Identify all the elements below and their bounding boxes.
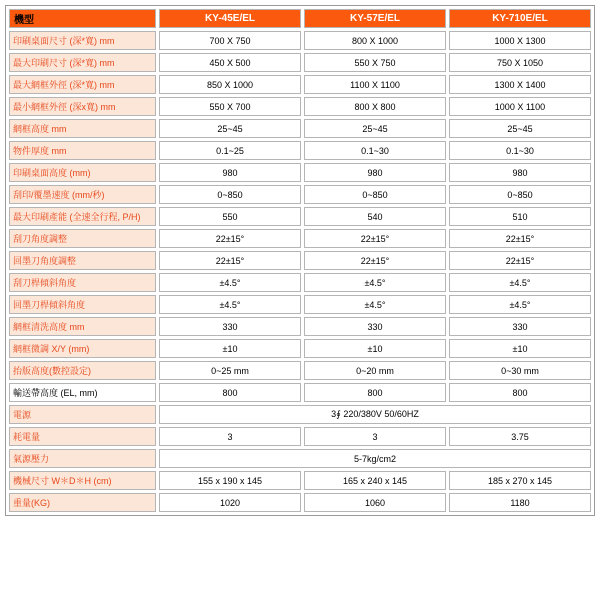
- row-label: 印刷桌面高度 (mm): [9, 163, 156, 182]
- value-ky710: ±4.5°: [449, 295, 591, 314]
- spec-row-max-frame-size: [9, 75, 591, 94]
- value-ky45: 22±15°: [159, 251, 301, 270]
- value-ky57: ±10: [304, 339, 446, 358]
- value-ky45: 450 X 500: [159, 53, 301, 72]
- row-label: 最大網框外徑 (深*寬) mm: [9, 75, 156, 94]
- row-label: 刮印/覆墨速度 (mm/秒): [9, 185, 156, 204]
- spec-row-squeegee-tilt: [9, 273, 591, 292]
- value-ky710: 0.1~30: [449, 141, 591, 160]
- value-ky710: 800: [449, 383, 591, 402]
- model-header-ky57: KY-57E/EL: [304, 9, 446, 28]
- value-ky710: 330: [449, 317, 591, 336]
- model-header-ky710: KY-710E/EL: [449, 9, 591, 28]
- spec-row-flood-tilt: [9, 295, 591, 314]
- value-ky45: 550: [159, 207, 301, 226]
- value-ky57: 165 x 240 x 145: [304, 471, 446, 490]
- value-ky710: 1180: [449, 493, 591, 512]
- value-ky57: 540: [304, 207, 446, 226]
- row-label: 抬版高度(數控設定): [9, 361, 156, 380]
- value-ky57: 22±15°: [304, 229, 446, 248]
- value-ky45: 155 x 190 x 145: [159, 471, 301, 490]
- row-label: 最大印刷尺寸 (深*寬) mm: [9, 53, 156, 72]
- spec-row-table-height: [9, 163, 591, 182]
- row-label: 耗電量: [9, 427, 156, 446]
- header-row: [9, 9, 591, 28]
- row-label: 最小網框外徑 (深x寬) mm: [9, 97, 156, 116]
- value-ky710: 3.75: [449, 427, 591, 446]
- value-ky45: 330: [159, 317, 301, 336]
- spec-row-min-frame-size: [9, 97, 591, 116]
- value-ky45: 1020: [159, 493, 301, 512]
- row-label: 重量(KG): [9, 493, 156, 512]
- value-ky45: 0~850: [159, 185, 301, 204]
- value-ky45: 22±15°: [159, 229, 301, 248]
- value-ky45: 25~45: [159, 119, 301, 138]
- value-ky710: 25~45: [449, 119, 591, 138]
- value-ky710: 750 X 1050: [449, 53, 591, 72]
- value-ky57: 800 X 1000: [304, 31, 446, 50]
- value-ky710: 1000 X 1100: [449, 97, 591, 116]
- value-ky710: ±10: [449, 339, 591, 358]
- value-ky57: 330: [304, 317, 446, 336]
- spec-row-lift-height: [9, 361, 591, 380]
- spec-row-conveyor-height: [9, 383, 591, 402]
- value-ky57: 0~850: [304, 185, 446, 204]
- value-ky57: 25~45: [304, 119, 446, 138]
- spec-row-frame-clean-height: [9, 317, 591, 336]
- value-ky45: 0~25 mm: [159, 361, 301, 380]
- row-label: 物件厚度 mm: [9, 141, 156, 160]
- row-label: 輸送帶高度 (EL, mm): [9, 383, 156, 402]
- value-ky710: 510: [449, 207, 591, 226]
- value-ky57: 1060: [304, 493, 446, 512]
- value-ky45: 800: [159, 383, 301, 402]
- row-label: 網框清洗高度 mm: [9, 317, 156, 336]
- spec-row-frame-height: [9, 119, 591, 138]
- spec-row-print-table-size: [9, 31, 591, 50]
- value-ky57: ±4.5°: [304, 273, 446, 292]
- spec-row-power-consumption: [9, 427, 591, 446]
- value-ky57: ±4.5°: [304, 295, 446, 314]
- row-label: 回墨刀角度調整: [9, 251, 156, 270]
- model-header-ky45: KY-45E/EL: [159, 9, 301, 28]
- spec-table: [5, 5, 595, 516]
- value-ky710: 1000 X 1300: [449, 31, 591, 50]
- value-ky45: 850 X 1000: [159, 75, 301, 94]
- spec-row-machine-dimensions: [9, 471, 591, 490]
- spec-row-object-thickness: [9, 141, 591, 160]
- value-ky710: 980: [449, 163, 591, 182]
- value-ky710: 1300 X 1400: [449, 75, 591, 94]
- value-ky57: 3: [304, 427, 446, 446]
- value-ky57: 800: [304, 383, 446, 402]
- value-ky57: 800 X 800: [304, 97, 446, 116]
- value-ky57: 0.1~30: [304, 141, 446, 160]
- row-label: 機械尺寸 W＊D＊H (cm): [9, 471, 156, 490]
- value-merged: 5-7kg/cm2: [159, 449, 591, 468]
- value-ky45: ±4.5°: [159, 295, 301, 314]
- value-ky710: 0~30 mm: [449, 361, 591, 380]
- value-ky710: 185 x 270 x 145: [449, 471, 591, 490]
- spec-row-max-print-size: [9, 53, 591, 72]
- value-ky57: 22±15°: [304, 251, 446, 270]
- value-ky45: 980: [159, 163, 301, 182]
- spec-row-max-output: [9, 207, 591, 226]
- spec-row-print-speed: [9, 185, 591, 204]
- value-merged: 3∮ 220/380V 50/60HZ: [159, 405, 591, 424]
- spec-row-flood-angle: [9, 251, 591, 270]
- value-ky57: 0~20 mm: [304, 361, 446, 380]
- row-label: 刮刀桿傾斜角度: [9, 273, 156, 292]
- value-ky710: 0~850: [449, 185, 591, 204]
- row-label: 電源: [9, 405, 156, 424]
- value-ky45: 0.1~25: [159, 141, 301, 160]
- value-ky57: 1100 X 1100: [304, 75, 446, 94]
- value-ky710: 22±15°: [449, 229, 591, 248]
- value-ky57: 980: [304, 163, 446, 182]
- spec-row-squeegee-angle: [9, 229, 591, 248]
- row-label: 網框高度 mm: [9, 119, 156, 138]
- row-label: 氣源壓力: [9, 449, 156, 468]
- row-label: 回墨刀桿傾斜角度: [9, 295, 156, 314]
- value-ky45: 3: [159, 427, 301, 446]
- value-ky45: ±4.5°: [159, 273, 301, 292]
- row-label: 最大印刷產能 (全速全行程, P/H): [9, 207, 156, 226]
- model-header-label: 機型: [9, 9, 156, 28]
- value-ky57: 550 X 750: [304, 53, 446, 72]
- row-label: 網框微調 X/Y (mm): [9, 339, 156, 358]
- spec-row-air-pressure: [9, 449, 591, 468]
- value-ky710: ±4.5°: [449, 273, 591, 292]
- row-label: 印刷桌面尺寸 (深*寬) mm: [9, 31, 156, 50]
- value-ky710: 22±15°: [449, 251, 591, 270]
- row-label: 刮刀角度調整: [9, 229, 156, 248]
- spec-row-power-source: [9, 405, 591, 424]
- value-ky45: ±10: [159, 339, 301, 358]
- value-ky45: 550 X 700: [159, 97, 301, 116]
- spec-row-weight: [9, 493, 591, 512]
- value-ky45: 700 X 750: [159, 31, 301, 50]
- spec-row-frame-adjust: [9, 339, 591, 358]
